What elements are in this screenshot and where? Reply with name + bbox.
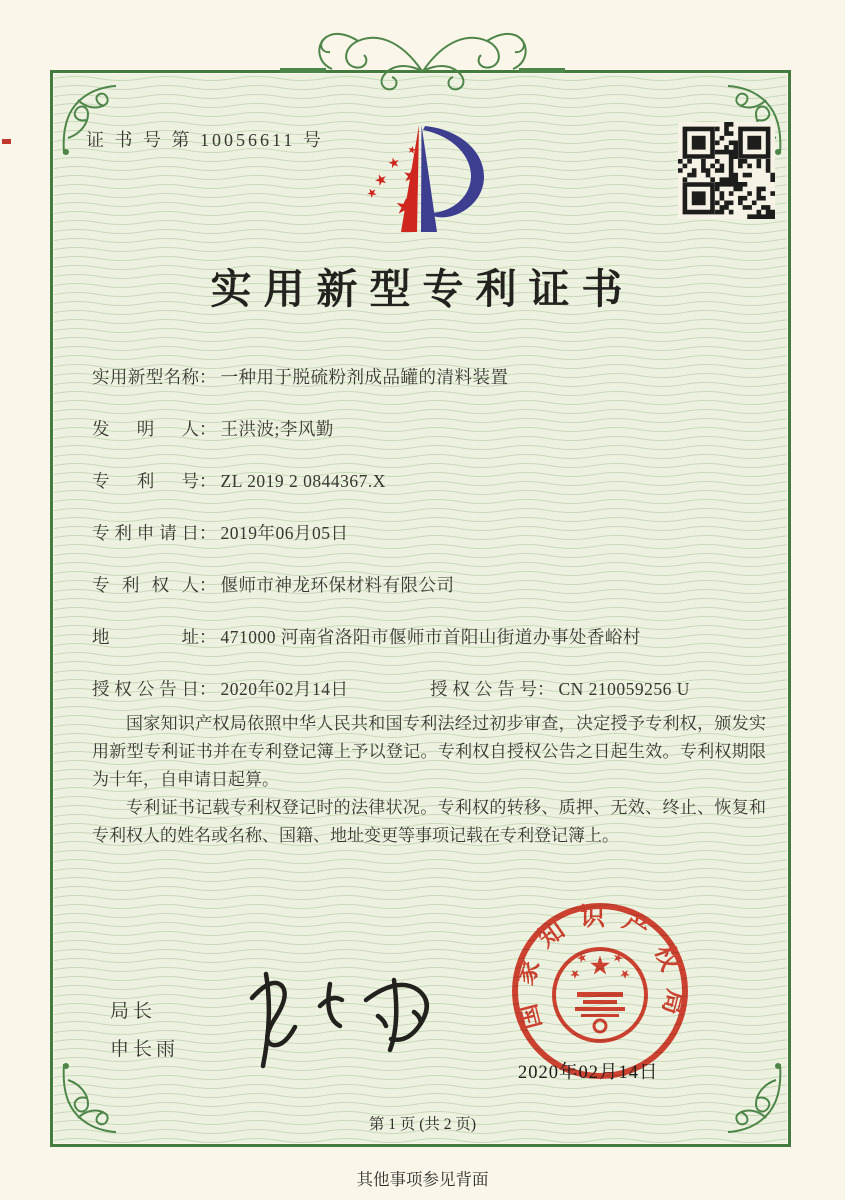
field-value: 偃师市神龙环保材料有限公司	[220, 575, 455, 595]
certificate-title: 实用新型专利证书	[210, 266, 635, 312]
field-value: 一种用于脱硫粉剂成品罐的清料装置	[220, 367, 509, 387]
seal-text: 国家知识产权局	[510, 903, 690, 1032]
field-separator: ：	[199, 419, 217, 439]
field-separator: ：	[199, 627, 217, 647]
field-separator: ：	[199, 367, 217, 387]
field-label: 发明人	[92, 419, 199, 439]
field-value: CN 210059256 U	[558, 679, 690, 699]
field-separator: ：	[199, 575, 217, 595]
see-reverse-note: 其他事项参见背面	[356, 1170, 489, 1189]
qr-code	[678, 122, 775, 219]
field-filing-date	[92, 520, 768, 572]
field-label: 授权公告日	[92, 679, 199, 699]
field-value: 2020年02月14日	[220, 679, 349, 699]
field-inventor	[92, 416, 768, 468]
field-label: 授权公告号	[430, 679, 537, 699]
cnipa-logo-icon	[345, 120, 495, 235]
field-separator: ：	[199, 679, 217, 699]
certificate-number: 证 书 号 第 10056611 号	[86, 130, 324, 150]
field-label: 专利申请日	[92, 523, 199, 543]
commissioner-name: 申长雨	[110, 1039, 180, 1060]
field-label: 专利权人	[92, 575, 199, 595]
field-address	[92, 624, 768, 676]
certificate-fields	[92, 364, 768, 728]
field-label: 实用新型名称	[92, 367, 199, 387]
legal-paragraph-1: 国家知识产权局依照中华人民共和国专利法经过初步审查，决定授予专利权，颁发实用新型专利证书并在专利登记簿上予以登记。专利权自授权公告之日起生效。专利权期限为十年，自申请日起算。	[92, 714, 766, 789]
field-separator: ：	[537, 679, 555, 699]
field-label: 专利号	[92, 471, 199, 491]
edge-registration-mark	[2, 139, 11, 144]
legal-text	[92, 710, 766, 850]
field-separator: ：	[199, 523, 217, 543]
field-separator: ：	[199, 471, 217, 491]
field-patentee	[92, 572, 768, 624]
field-patent-number	[92, 468, 768, 520]
commissioner-signature	[218, 958, 458, 1073]
field-grant-number	[430, 676, 690, 701]
top-center-flourish-ornament	[280, 19, 565, 104]
page-number: 第 1 页 (共 2 页)	[368, 1116, 477, 1133]
national-emblem-icon	[554, 949, 646, 1041]
field-value: 2019年06月05日	[220, 523, 349, 543]
field-utility-model-name	[92, 364, 768, 416]
field-value: 471000 河南省洛阳市偃师市首阳山街道办事处香峪村	[220, 627, 641, 647]
field-value: ZL 2019 2 0844367.X	[220, 471, 386, 491]
commissioner-post-label: 局长	[110, 1001, 157, 1022]
field-label: 地址	[92, 627, 199, 647]
legal-paragraph-2: 专利证书记载专利权登记时的法律状况。专利权的转移、质押、无效、终止、恢复和专利权人的姓名或名称、国籍、地址变更等事项记载在专利登记簿上。	[92, 798, 766, 845]
seal-date: 2020年02月14日	[518, 1063, 659, 1083]
field-value: 王洪波;李风勤	[220, 419, 334, 439]
